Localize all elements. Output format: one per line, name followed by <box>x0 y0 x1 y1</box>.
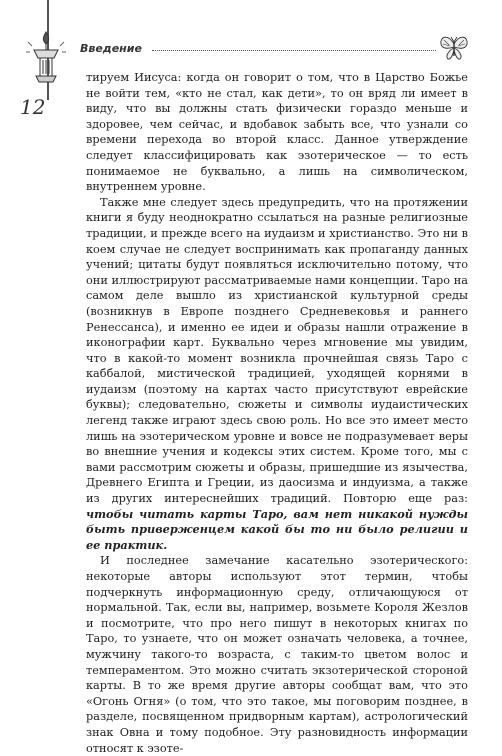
butterfly-icon <box>438 34 470 62</box>
paragraph-3: И последнее замечание касательно эзотерического: некоторые авторы используют этот термин, чтобы подчеркнуть информационную среду, отличающуюся от нормальной. Так, если вы, например, возьмете Короля Жезлов и посмотрите, что про него пишут в некоторых книгах по Таро, то узнаете, что он может означать человека, а точнее, мужчину такого-то возраста, с таким-то цветом волос и темпераментом. Это можно считать экзотерической стороной карты. В то же время другие авторы сообщат вам, что это «Огонь Огня» (о том, что это такое, мы поговорим позднее, в разделе, посвященном придворным картам), астрологический знак Овна и тому подобное. Эту разновидность информации относят к эзоте- <box>86 554 468 755</box>
running-header <box>80 40 470 66</box>
header-title: Введение <box>80 42 142 55</box>
oil-lamp-icon <box>26 28 66 88</box>
header-dotted-line <box>152 50 436 51</box>
paragraph-2: Также мне следует здесь предупредить, что на протяжении книги я буду неоднократно ссылаться на разные религиозные традиции, и прежде всего на иудаизм и христианство. Это ни в коем случае не следует воспринимать как пропаганду данных учений; цитаты будут появляться исключительно потому, что они иллюстрируют рассматриваемые нами концепции. Таро на самом деле вышло из христианской культурной среды (возникнув в Европе позднего Средневековья и раннего Ренессанса), и именно ее идеи и образы нашли отражение в иконографии карт. Буквально через мгновение мы увидим, что в какой-то момент возникла прочнейшая связь Таро с каббалой, мистической традицией, уходящей корнями в иудаизм (поэтому на картах часто присутствуют еврейские буквы); следовательно, сюжеты и символы иудаистических легенд также играют здесь свою роль. Но все это имеет место лишь на эзотерическом уровне и вовсе не подразумевает веры во внешние учения и кодексы этих систем. Кроме того, мы с вами рассмотрим сюжеты и образы, пришедшие из язычества, Древнего Египта и Греции, из даосизма и индуизма, а также из других интереснейших традиций. Повторю еще раз: чтобы читать карты Таро, вам нет никакой нужды быть приверженцем какой бы то ни было религии и ее практик. <box>86 195 468 552</box>
page-number: 12 <box>20 95 46 119</box>
body-text <box>86 70 468 756</box>
emphasized-statement: чтобы читать карты Таро, вам нет никакой нужды быть приверженцем какой бы то ни было религии и ее практик. <box>86 506 468 552</box>
paragraph-1: тируем Иисуса: когда он говорит о том, что в Царство Божье не войти тем, «кто не стал, как дети», то он вряд ли имеет в виду, что вы должны стать физически гораздо меньше и здоровее, чем сейчас, и вдобавок забыть все, что узнали со времени перехода во второй класс. Данное утверждение следует классифицировать как эзотерическое — то есть понимаемое не буквально, а лишь на символическом, внутреннем уровне. <box>86 71 468 194</box>
